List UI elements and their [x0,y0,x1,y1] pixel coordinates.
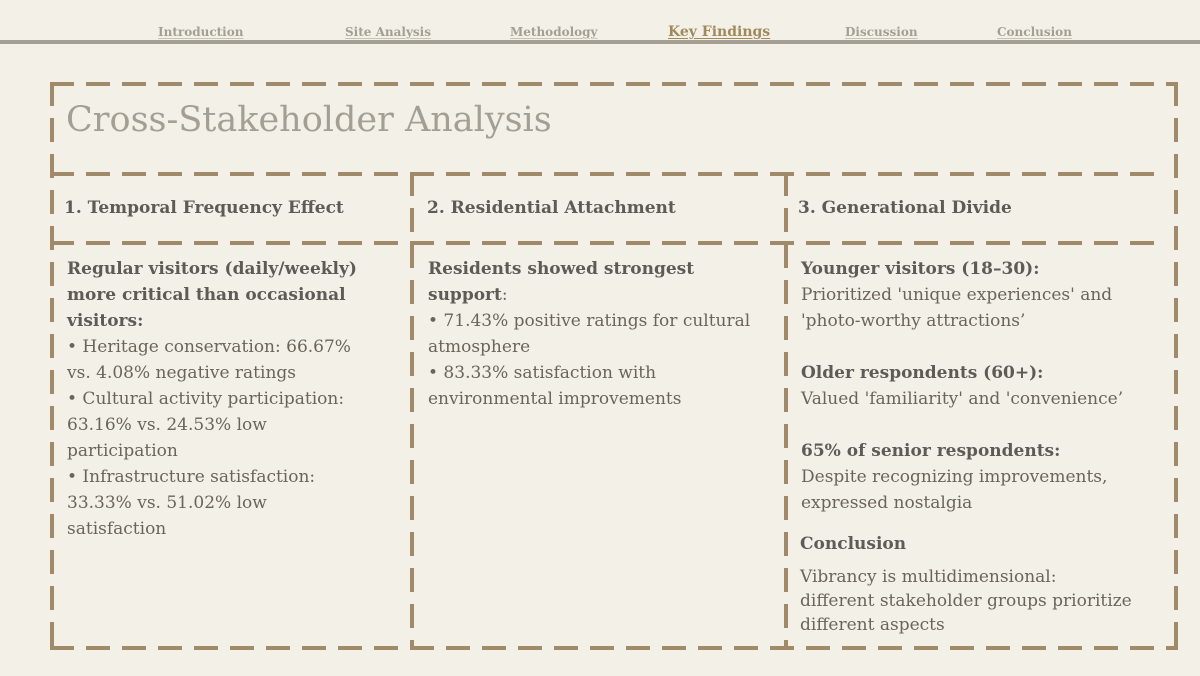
generational-group-label: Older respondents (60+): [801,363,1044,383]
residential-lead: Residents showed strongest support [428,259,695,305]
residential-bullet: • 71.43% positive ratings for cultural atmosphere [428,311,751,357]
temporal-bullet: • Heritage conservation: 66.67% vs. 4.08% negative ratings [67,337,351,383]
frame-bottom-border [50,646,1178,650]
conclusion-heading: Conclusion [800,534,907,554]
column-generational-body [801,256,1161,516]
nav-methodology[interactable]: Methodology [510,25,598,39]
generational-group-text: Valued 'familiarity' and 'convenience’ [801,389,1124,409]
conclusion-section [800,531,1160,637]
frame-left-border [50,82,54,650]
column-residential-body [428,256,773,412]
generational-group-text: Despite recognizing improvements, expressed nostalgia [801,467,1108,513]
conclusion-line: different aspects [800,615,945,635]
top-navigation [0,0,1200,46]
temporal-bullet: • Infrastructure satisfaction: 33.33% vs. 51.02% low satisfaction [67,467,316,539]
conclusion-line: different stakeholder groups prioritize [800,591,1132,611]
frame-right-border [1174,82,1178,650]
nav-key-findings[interactable]: Key Findings [668,24,771,40]
nav-introduction[interactable]: Introduction [158,25,244,39]
nav-divider [0,40,1200,44]
column-divider-2 [784,172,788,650]
generational-group-text: Prioritized 'unique experiences' and 'photo-worthy attractions’ [801,285,1113,331]
nav-conclusion[interactable]: Conclusion [997,25,1072,39]
temporal-lead: Regular visitors (daily/weekly) more critical than occasional visitors: [67,259,357,331]
residential-lead-suffix: : [501,285,508,305]
nav-site-analysis[interactable]: Site Analysis [345,25,431,39]
column-temporal-body [67,256,367,542]
column-heading-temporal: 1. Temporal Frequency Effect [64,198,344,218]
header-row-top-border [50,172,1162,176]
residential-bullet: • 83.33% satisfaction with environmental improvements [428,363,682,409]
header-row-bottom-border [50,241,1162,245]
column-divider-1 [410,172,414,650]
frame-top-border [50,82,1178,86]
conclusion-line: Vibrancy is multidimensional: [800,567,1057,587]
generational-group-label: 65% of senior respondents: [801,441,1061,461]
column-heading-generational: 3. Generational Divide [798,198,1012,218]
generational-group-label: Younger visitors (18–30): [801,259,1040,279]
column-heading-residential: 2. Residential Attachment [427,198,676,218]
temporal-bullet: • Cultural activity participation: 63.16% vs. 24.53% low participation [67,389,345,461]
slide-title: Cross-Stakeholder Analysis [66,100,552,140]
nav-discussion[interactable]: Discussion [845,25,918,39]
